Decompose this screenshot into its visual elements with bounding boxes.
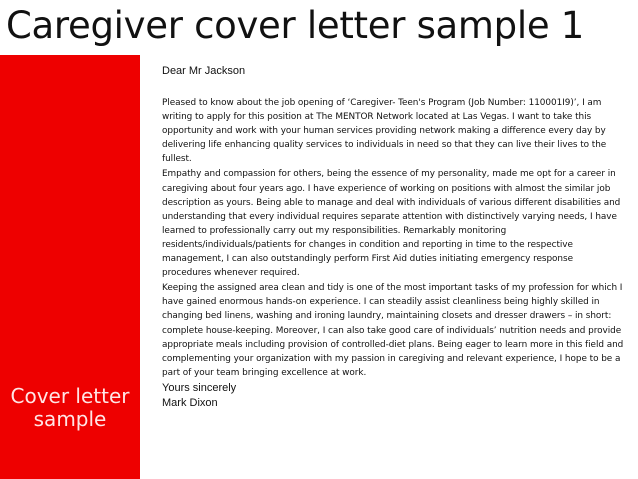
letter-paragraph-2: Empathy and compassion for others, being the essence of my personality, made me opt for a career in caregiving about four years ago. I have experience of working on positions with almost the similar job description as yours. Being able to manage and deal with individuals of various different disabilities and understanding that every individual requires separate attention with distinctively varying needs, I have learned to professionally carry out my responsibilities. Remarkably monitoring residents/individuals/patients for changes in condition and reporting in time to the respective management, I can also outstandingly perform First Aid duties initiating emergency response procedures whenever required. <box>162 169 621 279</box>
letter-paragraph-1: Pleased to know about the job opening of ‘Caregiver- Teen's Program (Job Number: 110001I9)’, I am writing to apply for this position at The MENTOR Network located at Las Vegas. I want to take this opportunity and work with your human services providing network making a difference every day by delivering life enhancing quality services to individuals in need so that they can live their lives to the fullest. <box>162 98 607 165</box>
slide-title: Caregiver cover letter sample 1 <box>6 4 585 47</box>
side-label-line-2: sample <box>33 407 107 431</box>
side-label-line-1: Cover letter <box>10 384 130 408</box>
letter-paragraph-3: Keeping the assigned area clean and tidy is one of the most important tasks of my profession for which I have gained enormous hands-on experience. I can steadily assist cleanliness being highly skilled in changing bed linens, washing and ironing laundry, maintaining closets and dresser drawers – in short: complete house-keeping. Moreover, I can also take good care of individuals’ nutrition needs and provide appropriate meals including provision of controlled-diet plans. Being eager to learn more in this field and complementing your organization with my passion in caregiving and relevant experience, I hope to be a part of your team bringing excellence at work. <box>162 283 624 378</box>
letter-closing: Yours sincerely <box>162 381 237 394</box>
letter-signature: Mark Dixon <box>162 396 218 409</box>
side-label <box>0 385 140 431</box>
letter-body <box>162 64 624 411</box>
letter-salutation: Dear Mr Jackson <box>162 65 246 77</box>
